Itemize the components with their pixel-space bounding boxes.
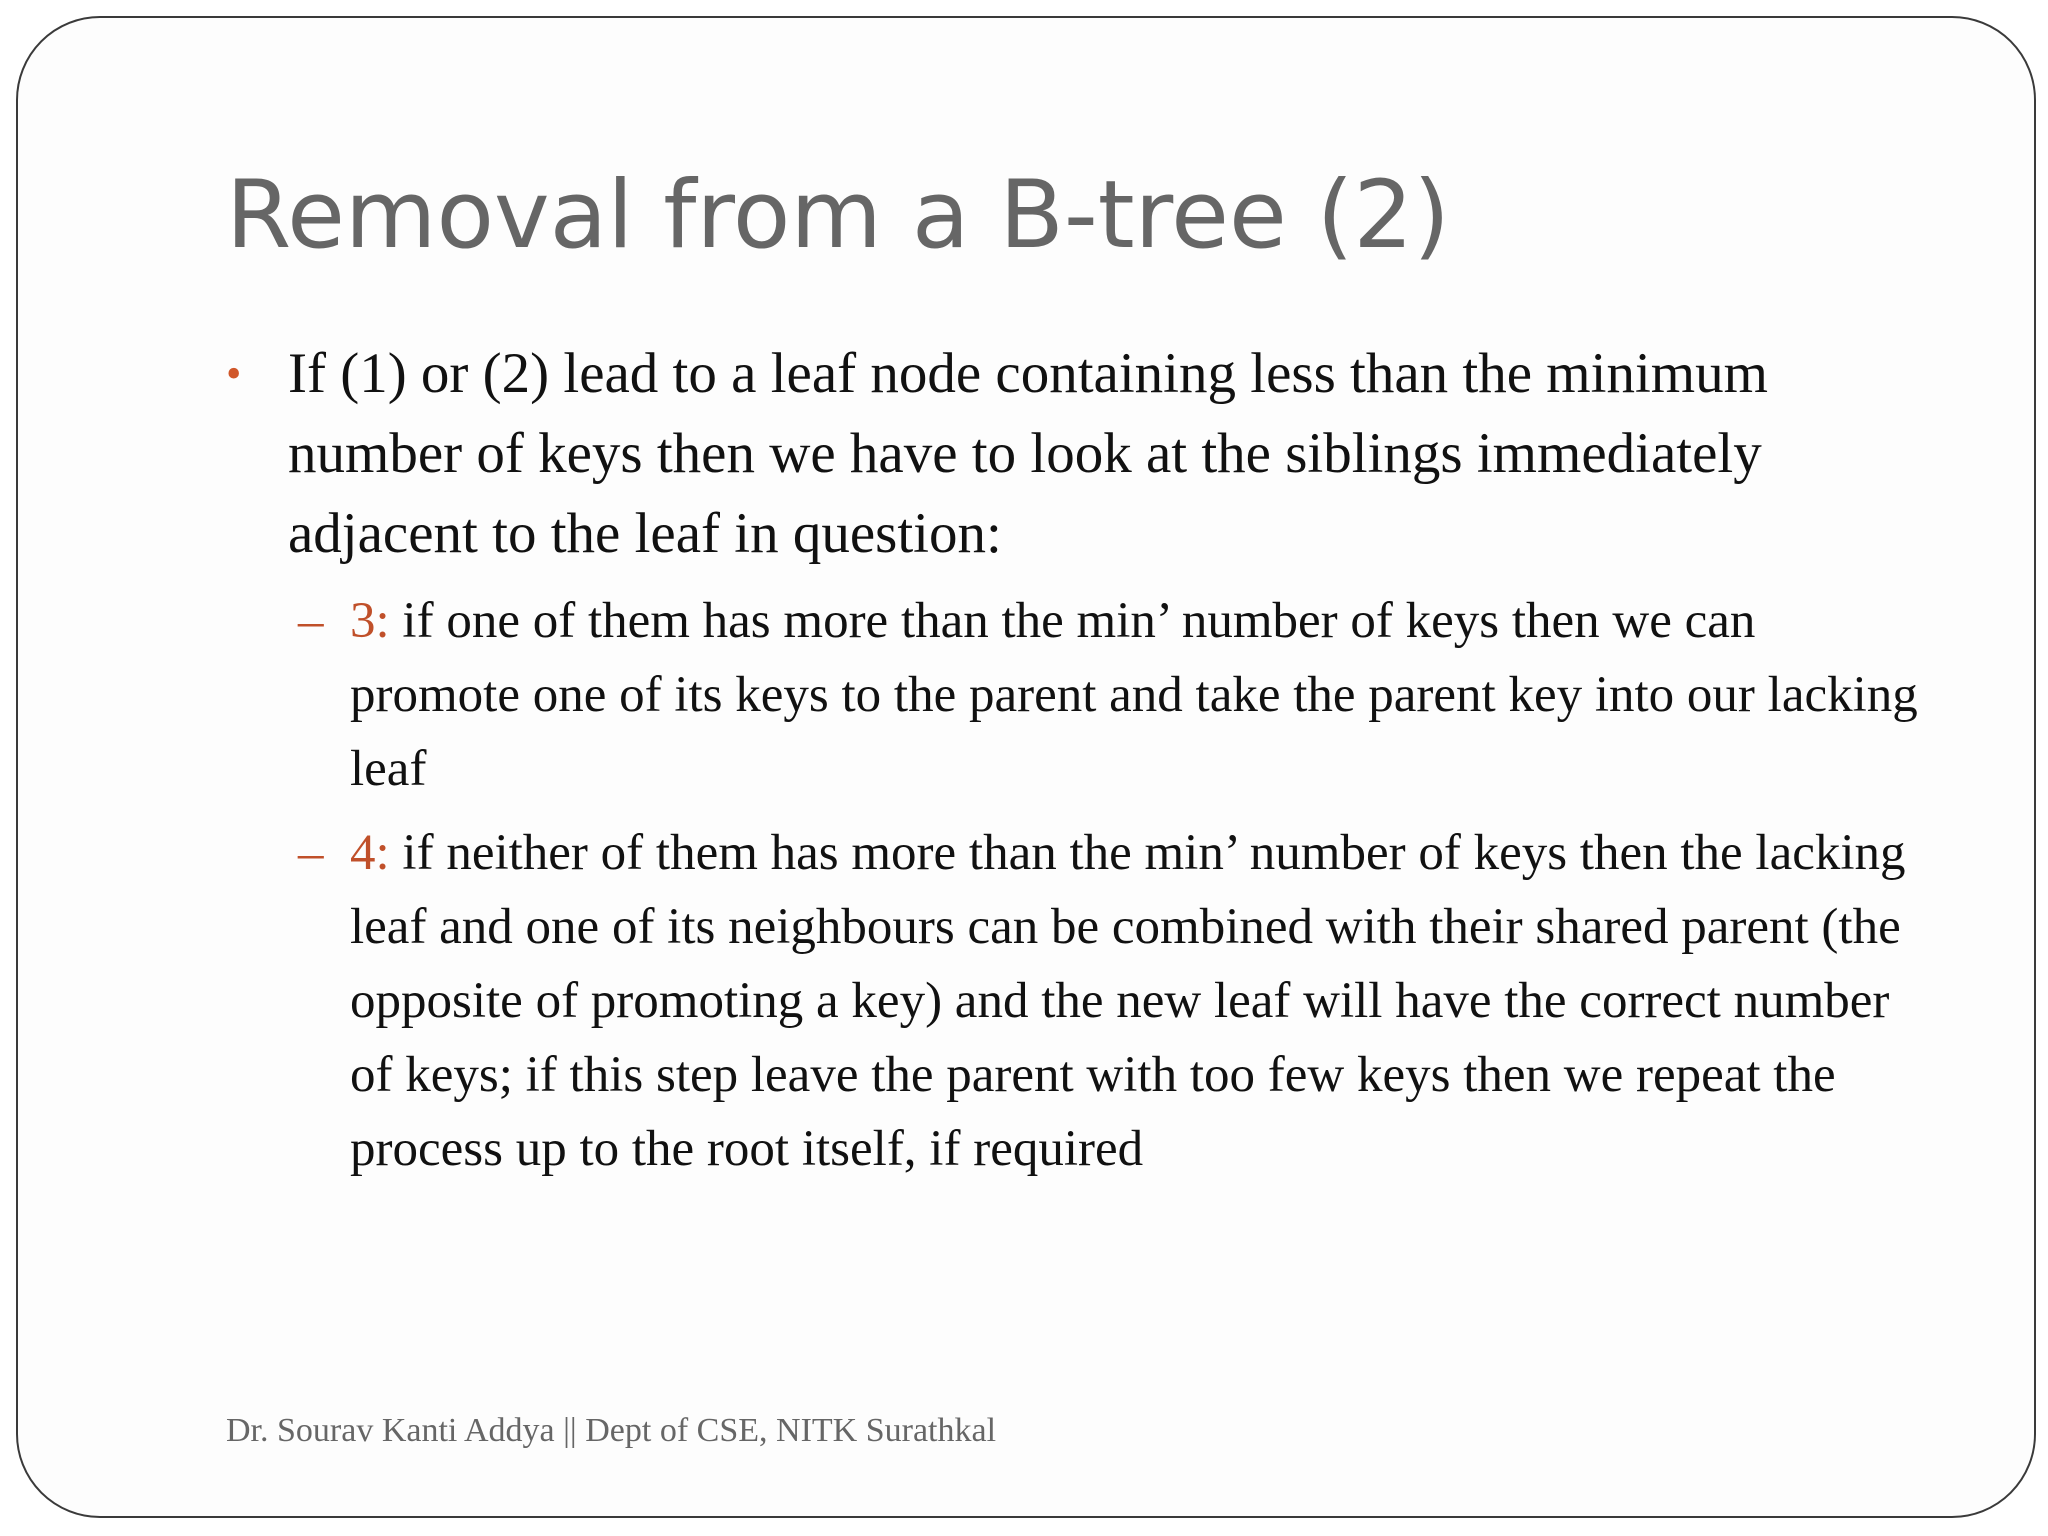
sub-bullet-step-4 — [298, 816, 1926, 1186]
bullet-text: If (1) or (2) lead to a leaf node containing less than the minimum number of keys then we have to look at the siblings immediately adjacent to the leaf in question: — [288, 342, 1768, 565]
slide-title: Removal from a B-tree (2) — [226, 161, 1450, 270]
bullet-marker: • — [226, 349, 242, 398]
sub-bullet-step-3 — [298, 584, 1926, 806]
sub-bullet-list — [226, 584, 1926, 1186]
step-number: 4: — [350, 825, 390, 881]
step-number: 3: — [350, 593, 390, 649]
sub-bullet-text: if one of them has more than the min’ number of keys then we can promote one of its keys to the parent and take the parent key into our lacking leaf — [350, 593, 1918, 797]
dash-marker: – — [298, 825, 324, 881]
bullet-item — [226, 334, 1926, 574]
slide-content — [226, 334, 1926, 1196]
dash-marker: – — [298, 593, 324, 649]
slide-footer: Dr. Sourav Kanti Addya || Dept of CSE, NITK Surathkal — [226, 1412, 997, 1449]
sub-bullet-text: if neither of them has more than the min’ number of keys then the lacking leaf and one of its neighbours can be combined with their shared parent (the opposite of promoting a key) and the new leaf will have the correct number of keys; if this step leave the parent with too few keys then we repeat the process up to the root itself, if required — [350, 825, 1906, 1177]
